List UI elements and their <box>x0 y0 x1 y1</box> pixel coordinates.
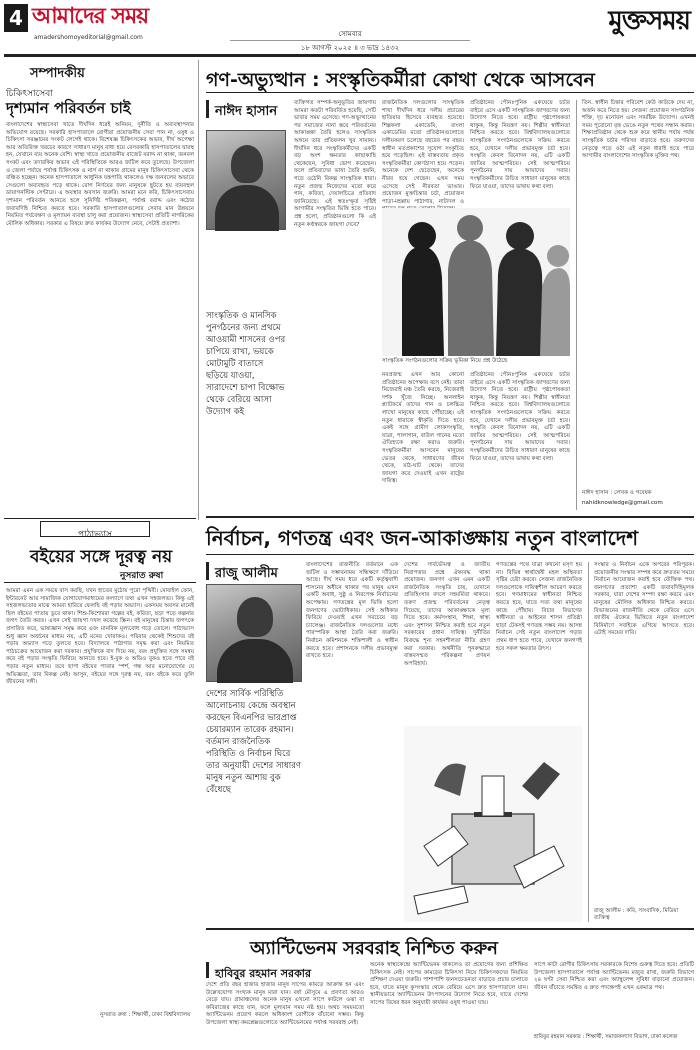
headline-rule <box>206 554 694 555</box>
silhouettes-illustration <box>382 208 570 356</box>
pathabhyas-label: পাঠাভ্যাস <box>77 530 112 540</box>
page-number: 4 <box>4 4 28 32</box>
article1-illustration <box>382 208 570 356</box>
article2-col1: বাংলাদেশের রাজনীতি বর্তমানে এক জটিল ও সম্ভাবনাময় সন্ধিক্ষণে দাঁড়িয়ে আছে। দীর্ঘ সময় ধরে একটি কর্তৃত্ববাদী শাসনের অধীনে থাকার পর মানুষ এখন একটি অবাধ, সুষ্ঠু ও নিরপেক্ষ নির্বাচনের অপেক্ষায়। গণতন্ত্রের মূল ভিত্তি হলো জনগণের ভোটাধিকার। সেই অধিকার ফিরিয়ে দেওয়াই এখন সবচেয়ে বড় চ্যালেঞ্জ। রাজনৈতিক দলগুলোর মধ্যে পারস্পরিক আস্থা তৈরি করা জরুরি। নির্বাচন কমিশনকে শক্তিশালী ও স্বাধীন করতে হবে। প্রশাসনকে দলীয় প্রভাবমুক্ত রাখতে হবে। <box>306 562 398 660</box>
article1-pullquote: সাংস্কৃতিক ও মানসিক পুনর্গঠনের জন্য প্রথমে আওয়ামী শাসনের ওপর চাপিয়ে রাখা, ভয়কে মোটামুটি বাতাসে ছড়িয়ে যাওয়া, সারাদেশে চাপা বিক্ষোভ থেকে বেরিয়ে আসা উদ্যোগ কই <box>206 311 286 417</box>
article1-author-photo <box>206 130 286 230</box>
article1-headline: গণ-অভ্যুত্থান : সংস্কৃতিকর্মীরা কোথা থেকে আসবেন <box>206 69 595 91</box>
article1-col4: প্রতিষ্ঠানের পৌনঃপুনিক একঘেয়ে চর্চার বাইরে এসে একটি সাংস্কৃতিক জাগরণের জন্য উদ্যোগ নিতে হবে। রাষ্ট্রীয় পৃষ্ঠপোষকতা থাকুক, কিন্তু নিয়ন্ত্রণ নয়। শিল্পীর স্বাধীনতা নিশ্চিত করতে হবে। বিশ্ববিদ্যালয়গুলোতে সাংস্কৃতিক সংগঠনগুলোকে সক্রিয় করতে হবে, যেখানে দলীয় প্রভাবমুক্ত চর্চা হবে। সংস্কৃতি কেবল বিনোদন নয়, এটি একটি জাতির আত্মপরিচয়। সেই আত্মপরিচয় পুনর্গঠনের দায় আমাদের সবার। সংস্কৃতিকর্মীদের উচিত সাধারণ মানুষের কাছে ফিরে যাওয়া, তাদের ভাষায় কথা বলা। <box>470 100 570 190</box>
article1-col4b: প্রতিষ্ঠানের পৌনঃপুনিক একঘেয়ে চর্চার বাইরে এসে একটি সাংস্কৃতিক জাগরণের জন্য উদ্যোগ নিতে হবে। রাষ্ট্রীয় পৃষ্ঠপোষকতা থাকুক, কিন্তু নিয়ন্ত্রণ নয়। শিল্পীর স্বাধীনতা নিশ্চিত করতে হবে। বিশ্ববিদ্যালয়গুলোতে সাংস্কৃতিক সংগঠনগুলোকে সক্রিয় করতে হবে, যেখানে দলীয় প্রভাবমুক্ত চর্চা হবে। সংস্কৃতি কেবল বিনোদন নয়, এটি একটি জাতির আত্মপরিচয়। সেই আত্মপরিচয় পুনর্গঠনের দায় আমাদের সবার। সংস্কৃতিকর্মীদের উচিত সাধারণ মানুষের কাছে ফিরে যাওয়া, তাদের ভাষায় কথা বলা। <box>470 372 570 462</box>
logo-text: আমাদের সময় <box>32 4 149 29</box>
article1-col2: রাজনৈতিক দলগুলোর সাংস্কৃতিক শাখা দীর্ঘদিন ধরে দলীয় প্রচারের হাতিয়ার হিসেবে ব্যবহৃত হয়েছে। শিল্পকলা একাডেমি, বাংলা একাডেমির মতো প্রতিষ্ঠানগুলোতে দলীয়করণ চলেছে বছরের পর বছর। স্বাধীন মতপ্রকাশের সুযোগ সংকুচিত হয়ে পড়েছিল। এই বাস্তবতায় প্রকৃত সংস্কৃতিকর্মীরা কোণঠাসা হয়ে পড়েন। অনেকে দেশ ছেড়েছেন, অনেকে নীরব হয়ে গেছেন। এখন সময় এসেছে সেই নীরবতা ভাঙার। প্রয়োজন মুক্তচিন্তার চর্চা, প্রয়োজন পাড়া-মহল্লায় পাঠাগার, নাট্যদল ও <box>382 100 464 205</box>
article2-author-bio: রাজু আলীম : কবি, সাংবাদিক, মিডিয়া ব্যক্তিত্ব <box>594 908 679 921</box>
column-divider <box>588 562 589 922</box>
editorial-label: সম্পাদকীয় <box>30 66 85 81</box>
portrait-body <box>215 185 279 231</box>
section-rule <box>4 518 196 519</box>
article3-headline: অ্যান্টিভেনম সরবরাহ নিশ্চিত করুন <box>250 938 498 959</box>
article2-author: রাজু আলীম <box>215 566 278 581</box>
masthead-day: সোমবার <box>338 30 362 38</box>
article2-author-photo <box>206 584 302 682</box>
pathabhyas-body: আমরা এমন এক সময়ে বাস করছি, যখন হাতের মুঠোয় পুরো পৃথিবী। মোবাইল ফোন, ইন্টারনেট আর সামাজিক যোগাযোগমাধ্যমের কল্যাণে তথ্য এখন সহজলভ্য। কিন্তু এই সহজলভ্যতার মাঝে আমরা হারিয়ে ফেলছি বই পড়ার অভ্যাস। একসময় অবসর মানেই ছিল বইয়ের পাতায় ডুবে থাকা। শিশু-কিশোররা গল্পের বই, কবিতা, ছড়া পড়ে কল্পনার জগৎ তৈরি করত। এখন সেই জায়গা দখল করেছে স্ক্রিন। বই মানুষের চিন্তার জগৎকে প্রসারিত করে, ভাষাজ্ঞান সমৃদ্ধ করে এবং মানবিক মূল্যবোধ গড়ে তোলে। পাঠাভ্যাস শুধু জ্ঞান অর্জনের মাধ্যম নয়, এটি মনের খোরাকও। পরিবার থেকেই শিশুদের বই পড়ার অভ্যাস গড়ে তুলতে হবে। বিদ্যালয়ে পাঠাগার সমৃদ্ধ করা এবং নিয়মিত পাঠচক্রের আয়োজন করা দরকার। প্রযুক্তিকে বাদ দিয়ে নয়, বরং প্রযুক্তির সঙ্গে সমন্বয় করে বই পড়ার সংস্কৃতি ফিরিয়ে আনতে হবে। ই-বুক ও অডিও বুকও হতে পারে বই পড়ার নতুন মাধ্যম। তবে ছাপা বইয়ের পাতার স্পর্শ, গন্ধ আর মনোযোগের যে অভিজ্ঞতা, তার বিকল্প নেই। আসুন, বইয়ের সঙ্গে দূরত্ব নয়, বরং বইকে করে তুলি জীবনের সঙ্গী। <box>6 588 194 686</box>
masthead-divider <box>230 40 470 41</box>
pathabhyas-label-box <box>40 521 150 540</box>
masthead-email: amadershomoyeditorial@gmail.com <box>34 34 143 41</box>
article3-col2: অনেক স্বাস্থ্যকেন্দ্রে অ্যান্টিভেনম থাকলেও তা প্রয়োগের জন্য প্রশিক্ষিত চিকিৎসক নেই। সাপের কামড়ের চিকিৎসা নিয়ে চিকিৎসকদের নিয়মিত প্রশিক্ষণ দেওয়া জরুরি। পাশাপাশি জনসচেতনতা বাড়াতে প্রচার চালাতে হবে, যাতে মানুষ কুসংস্কার থেকে বেরিয়ে এসে দ্রুত হাসপাতালে যান। স্থানীয়ভাবে অ্যান্টিভেনম উৎপাদনের উদ্যোগ নিতে হবে, যাতে দেশের সাপের বিষের ধরন অনুযায়ী কার্যকর ওষুধ পাওয়া যায়। <box>370 962 528 1006</box>
article1-col3: নবপ্রজন্ম এখন আর কোনো প্রতিষ্ঠানের অপেক্ষায় বসে নেই। তারা নিজেরাই মঞ্চ তৈরি করছে, নিজেরাই দর্শক খুঁজে নিচ্ছে। অনলাইন প্ল্যাটফর্মে তাদের গান ও চলচ্চিত্র লাখো মানুষের কাছে পৌঁছাচ্ছে। এই নতুন ধারাকে স্বীকৃতি দিতে হবে। একই সঙ্গে গ্রামীণ লোকসংস্কৃতি, যাত্রা, পালাগান, বাউল গানের মতো ঐতিহ্যকে রক্ষা করাও জরুরি। সংস্কৃতিকর্মীরা আসবেন মানুষের ভেতর থেকে, সাধারণের জীবন থেকে, মাঠ-ঘাট থেকে। তাদের জায়গা করে দেওয়াই এখন রাষ্ট্রের দায়িত্ব। <box>382 372 464 485</box>
portrait-body <box>217 639 293 683</box>
article1-col1: ব্যক্তিগত সম্পর্ক-অনুভূতির জায়গায় আমরা কতটা পরিবর্তিত হয়েছি, সেটি ভাবার সময় এসেছে। গণ-অভ্যুত্থানের পর সমাজের নানা স্তরে পরিবর্তনের আকাঙ্ক্ষা তৈরি হলেও সাংস্কৃতিক অঙ্গনে তার প্রতিফলন খুব সামান্য। দীর্ঘদিন ধরে সংস্কৃতিকর্মীদের একটি বড় অংশ ক্ষমতার কাছাকাছি থেকেছেন, সুবিধা ভোগ করেছেন। ফলে প্রতিবাদের ভাষা তৈরি হয়নি, গড়ে ওঠেনি বিকল্প সাংস্কৃতিক ধারা। নতুন প্রজন্ম নিজেদের মতো করে গান, কবিতা, দেয়ালচিত্রে প্রতিবাদ জানিয়েছে। এই স্বতঃস্ফূর্ত সৃষ্টিই আগামীর সংস্কৃতির ভিত্তি হতে পারে। প্রশ্ন হলো, প্রতিষ্ঠানগুলো কি এই নতুন কণ্ঠস্বরকে জায়গা দেবে? <box>294 100 376 228</box>
section-rule <box>206 516 694 518</box>
article1-email[interactable]: nahidknowledge@gmail.com <box>582 500 663 506</box>
editorial-headline: দৃশ্যমান পরিবর্তন চাই <box>6 99 131 117</box>
pathabhyas-headline: বইয়ের সঙ্গে দূরত্ব নয় <box>30 547 173 567</box>
article2-col3: গণতন্ত্রের পথে যাত্রা কখনো মসৃণ হয় না। বিভিন্ন স্বার্থান্বেষী মহল অস্থিরতা সৃষ্টির চেষ্টা করবে। সেজন্য রাজনৈতিক দলগুলোকে দায়িত্বশীল আচরণ করতে হবে। গণমাধ্যমের স্বাধীনতা নিশ্চিত করতে হবে, যাতে সত্য তথ্য মানুষের কাছে পৌঁছায়। বিচার বিভাগের স্বাধীনতা ও আইনের শাসন প্রতিষ্ঠা ছাড়া টেকসই গণতন্ত্র সম্ভব নয়। আসন্ন নির্বাচন সেই নতুন বাংলাদেশ গড়ার প্রথম ধাপ হতে পারে, যেখানে জনগণই হবে সকল ক্ষমতার উৎস। <box>496 562 582 652</box>
article2-pullquote: দেশের সার্বিক পরিস্থিতি আলোচনায় কেন্দ্রে অবস্থান করছেন বিএনপির ভারপ্রাপ্ত চেয়ারম্যান তারেক রহমান। বর্তমান রাজনৈতিক পরিস্থিতি ও নির্বাচন ঘিরে তার অনুযায়ী দেশের সাধারণ মানুষ নতুন আশায় বুক বেঁধেছে <box>206 689 302 795</box>
article3-col1: দেশে প্রতি বছর হাজার হাজার মানুষ সাপের কামড়ে আক্রান্ত হন এবং উল্লেখযোগ্য সংখ্যক মানুষ মারা যান। বর্ষা মৌসুমে এ প্রবণতা আরও বেড়ে যায়। গ্রামাঞ্চলের অনেক মানুষ এখনো সাপে কাটলে ওঝা বা কবিরাজের কাছে যান, ফলে মূল্যবান সময় নষ্ট হয়। অথচ সময়মতো অ্যান্টিভেনম প্রয়োগ করলে অধিকাংশ রোগীকে বাঁচানো সম্ভব। কিন্তু উপজেলা স্বাস্থ্য কমপ্লেক্সগুলোতে অ্যান্টিভেনমের পর্যাপ্ত সরবরাহ নেই। <box>206 982 364 1026</box>
article1-caption: সাংস্কৃতিক সংগঠনগুলোর সক্রিয় ভূমিকা নিয়ে প্রশ্ন উঠেছে <box>382 358 508 364</box>
article1-col5: তিন. স্বাধীন চিন্তার পরিবেশ কেউ কাউকে দেয় না, অর্জন করে নিতে হয়। সেজন্য প্রয়োজন সাংগঠনিক শক্তি, দৃঢ় মনোবল এবং সামষ্টিক উদ্যোগ। এখনই সময় পুরোনো বৃত্ত ভেঙে নতুন পথের সন্ধান করার। শিক্ষাপ্রতিষ্ঠান থেকে শুরু করে স্থানীয় পর্যায় পর্যন্ত সাংস্কৃতিক চর্চার পরিসর বাড়াতে হবে। তরুণদের নেতৃত্বে গড়ে ওঠা এই নতুন ধারাই হতে পারে আগামীর বাংলাদেশের সাংস্কৃতিক মুক্তির পথ। <box>582 100 694 160</box>
article2-col2: দেশের সার্বভৌমত্ব ও জাতীয় নিরাপত্তার প্রশ্নে ঐক্যবদ্ধ থাকা প্রয়োজন। জনগণ এখন এমন একটি রাজনৈতিক সংস্কৃতি চায়, যেখানে প্রতিহিংসার বদলে সহমর্মিতা থাকবে। তরুণ প্রজন্ম পরিবর্তনের নেতৃত্ব দিয়েছে, তাদের আকাঙ্ক্ষাকে মূল্য দিতে হবে। কর্মসংস্থান, শিক্ষা, স্বাস্থ্য এবং সুশাসন নিশ্চিত করাই হবে নতুন সরকারের প্রধান দায়িত্ব। দুর্নীতির বিরুদ্ধে শূন্য সহনশীলতা নীতি গ্রহণ করা দরকার। অর্থনীতি পুনরুদ্ধারে বাস্তবসম্মত পরিকল্পনা প্রণয়ন অপরিহার্য। <box>404 562 490 667</box>
ballot-box-illustration <box>404 726 582 922</box>
pathabhyas-author-bio: নুসরাত রুষা : শিক্ষার্থী, ঢাকা বিশ্ববিদ্যালয় <box>100 1012 191 1018</box>
masthead-date: ১৮ আগস্ট ২০২৫ ॥ ৩ ভাদ্র ১৪৩২ <box>300 44 400 52</box>
article1-author: নাঈদ হাসান <box>215 104 278 119</box>
section-rule <box>4 582 196 583</box>
article2-col4: সংস্কার ও নির্বাচন একে অপরের পরিপূরক। প্রয়োজনীয় সংস্কার সম্পন্ন করে দ্রুততম সময়ে নির্বাচন আয়োজন করাই হবে যৌক্তিক পথ। জনগণের প্রত্যাশা একটি জবাবদিহিমূলক সরকার, যারা দেশের সম্পদ রক্ষা করবে এবং মানুষের মৌলিক অধিকার নিশ্চিত করবে। বিভাজনের রাজনীতি থেকে বেরিয়ে এসে জাতীয় ঐক্যের ভিত্তিতে নতুন বাংলাদেশ বিনির্মাণে সবাইকে এগিয়ে আসতে হবে। এটাই সময়ের দাবি। <box>594 562 694 637</box>
article3-col3: সাপে কাটা রোগীর চিকিৎসায় সরকারকে বিশেষ গুরুত্ব দিতে হবে। প্রতিটি উপজেলা হাসপাতালে পর্যাপ্ত অ্যান্টিভেনম মজুত রাখা, জরুরি বিভাগে ২৪ ঘণ্টা সেবা নিশ্চিত করা এবং অ্যাম্বুলেন্স সুবিধা বাড়ানো প্রয়োজন। জীবন বাঁচাতে সমন্বিত ও দ্রুত পদক্ষেপই এখন একমাত্র পথ। <box>534 962 694 991</box>
article3-author: হাবিবুর রহমান সরকার <box>215 967 312 980</box>
article3-author-bio: হাবিবুর রহমান সরকার : শিক্ষার্থী, সমাজকল্যাণ বিভাগ, ঢাকা কলেজ <box>534 1034 678 1040</box>
article1-author-bio: নাঈদ হাসান : লেখক ও গবেষক <box>582 490 652 496</box>
section-rule <box>206 928 694 930</box>
newspaper-logo <box>32 2 182 36</box>
editorial-subject: চিকিৎসাসেবা <box>6 89 53 99</box>
article2-headline: নির্বাচন, গণতন্ত্র এবং জন-আকাঙ্ক্ষায় নতুন বাংলাদেশ <box>206 526 639 550</box>
article2-illustration <box>404 726 582 922</box>
section-title: মুক্তসময় <box>608 6 690 36</box>
column-divider <box>576 100 577 510</box>
portrait-head <box>237 597 273 637</box>
column-divider <box>198 60 199 520</box>
editorial-body: বাংলাদেশের স্বাস্থ্যসেবা খাতে দীর্ঘদিন ধরেই অনিয়ম, দুর্নীতি ও অব্যবস্থাপনার অভিযোগ রয়েছে। সরকারি হাসপাতালে রোগীরা প্রয়োজনীয় সেবা পান না, ওষুধ ও চিকিৎসা সরঞ্জামের সংকট লেগেই থাকে। বিশেষজ্ঞ চিকিৎসকের অভাব, দীর্ঘ অপেক্ষা আর অতিরিক্ত খরচের কারণে সাধারণ মানুষ বাধ্য হয়ে বেসরকারি হাসপাতালের দ্বারস্থ হন, যেখানে ব্যয় অনেক বেশি। স্বাস্থ্য খাতে প্রয়োজনীয় বাজেট বরাদ্দ না থাকা, জনবল সংকট এবং তদারকির অভাব এই পরিস্থিতিকে আরও জটিল করে তুলেছে। উপজেলা ও জেলা পর্যায়ে পর্যাপ্ত চিকিৎসক ও নার্স না থাকায় গ্রামের মানুষ চিকিৎসাসেবা থেকে বঞ্চিত হচ্ছেন। অনেক হাসপাতালে আধুনিক যন্ত্রপাতি থাকলেও দক্ষ জনবলের অভাবে সেগুলো অব্যবহৃত পড়ে থাকে। রোগ নির্ণয়ের জন্য মানুষকে ছুটতে হয় ব্যয়বহুল ডায়াগনস্টিক সেন্টারে। এ অবস্থার অবসান জরুরি। আমরা মনে করি, চিকিৎসাসেবায় দৃশ্যমান পরিবর্তন আনতে হলে সুনির্দিষ্ট পরিকল্পনা, পর্যাপ্ত বরাদ্দ এবং কঠোর জবাবদিহি নিশ্চিত করতে হবে। সরকারি হাসপাতালগুলোর সেবার মান উন্নয়নে নিয়মিত পর্যবেক্ষণ ও মূল্যায়ন ব্যবস্থা চালু করা প্রয়োজন। স্বাস্থ্যসেবা প্রতিটি নাগরিকের মৌলিক অধিকার। সরকার এ বিষয়ে দ্রুত কার্যকর উদ্যোগ নেবে, সেটাই প্রত্যাশা। <box>6 122 194 227</box>
masthead-rule <box>4 54 696 57</box>
portrait-head <box>231 145 263 183</box>
headline-rule <box>206 92 694 93</box>
pathabhyas-author: নুসরাত রুষা <box>120 571 164 581</box>
